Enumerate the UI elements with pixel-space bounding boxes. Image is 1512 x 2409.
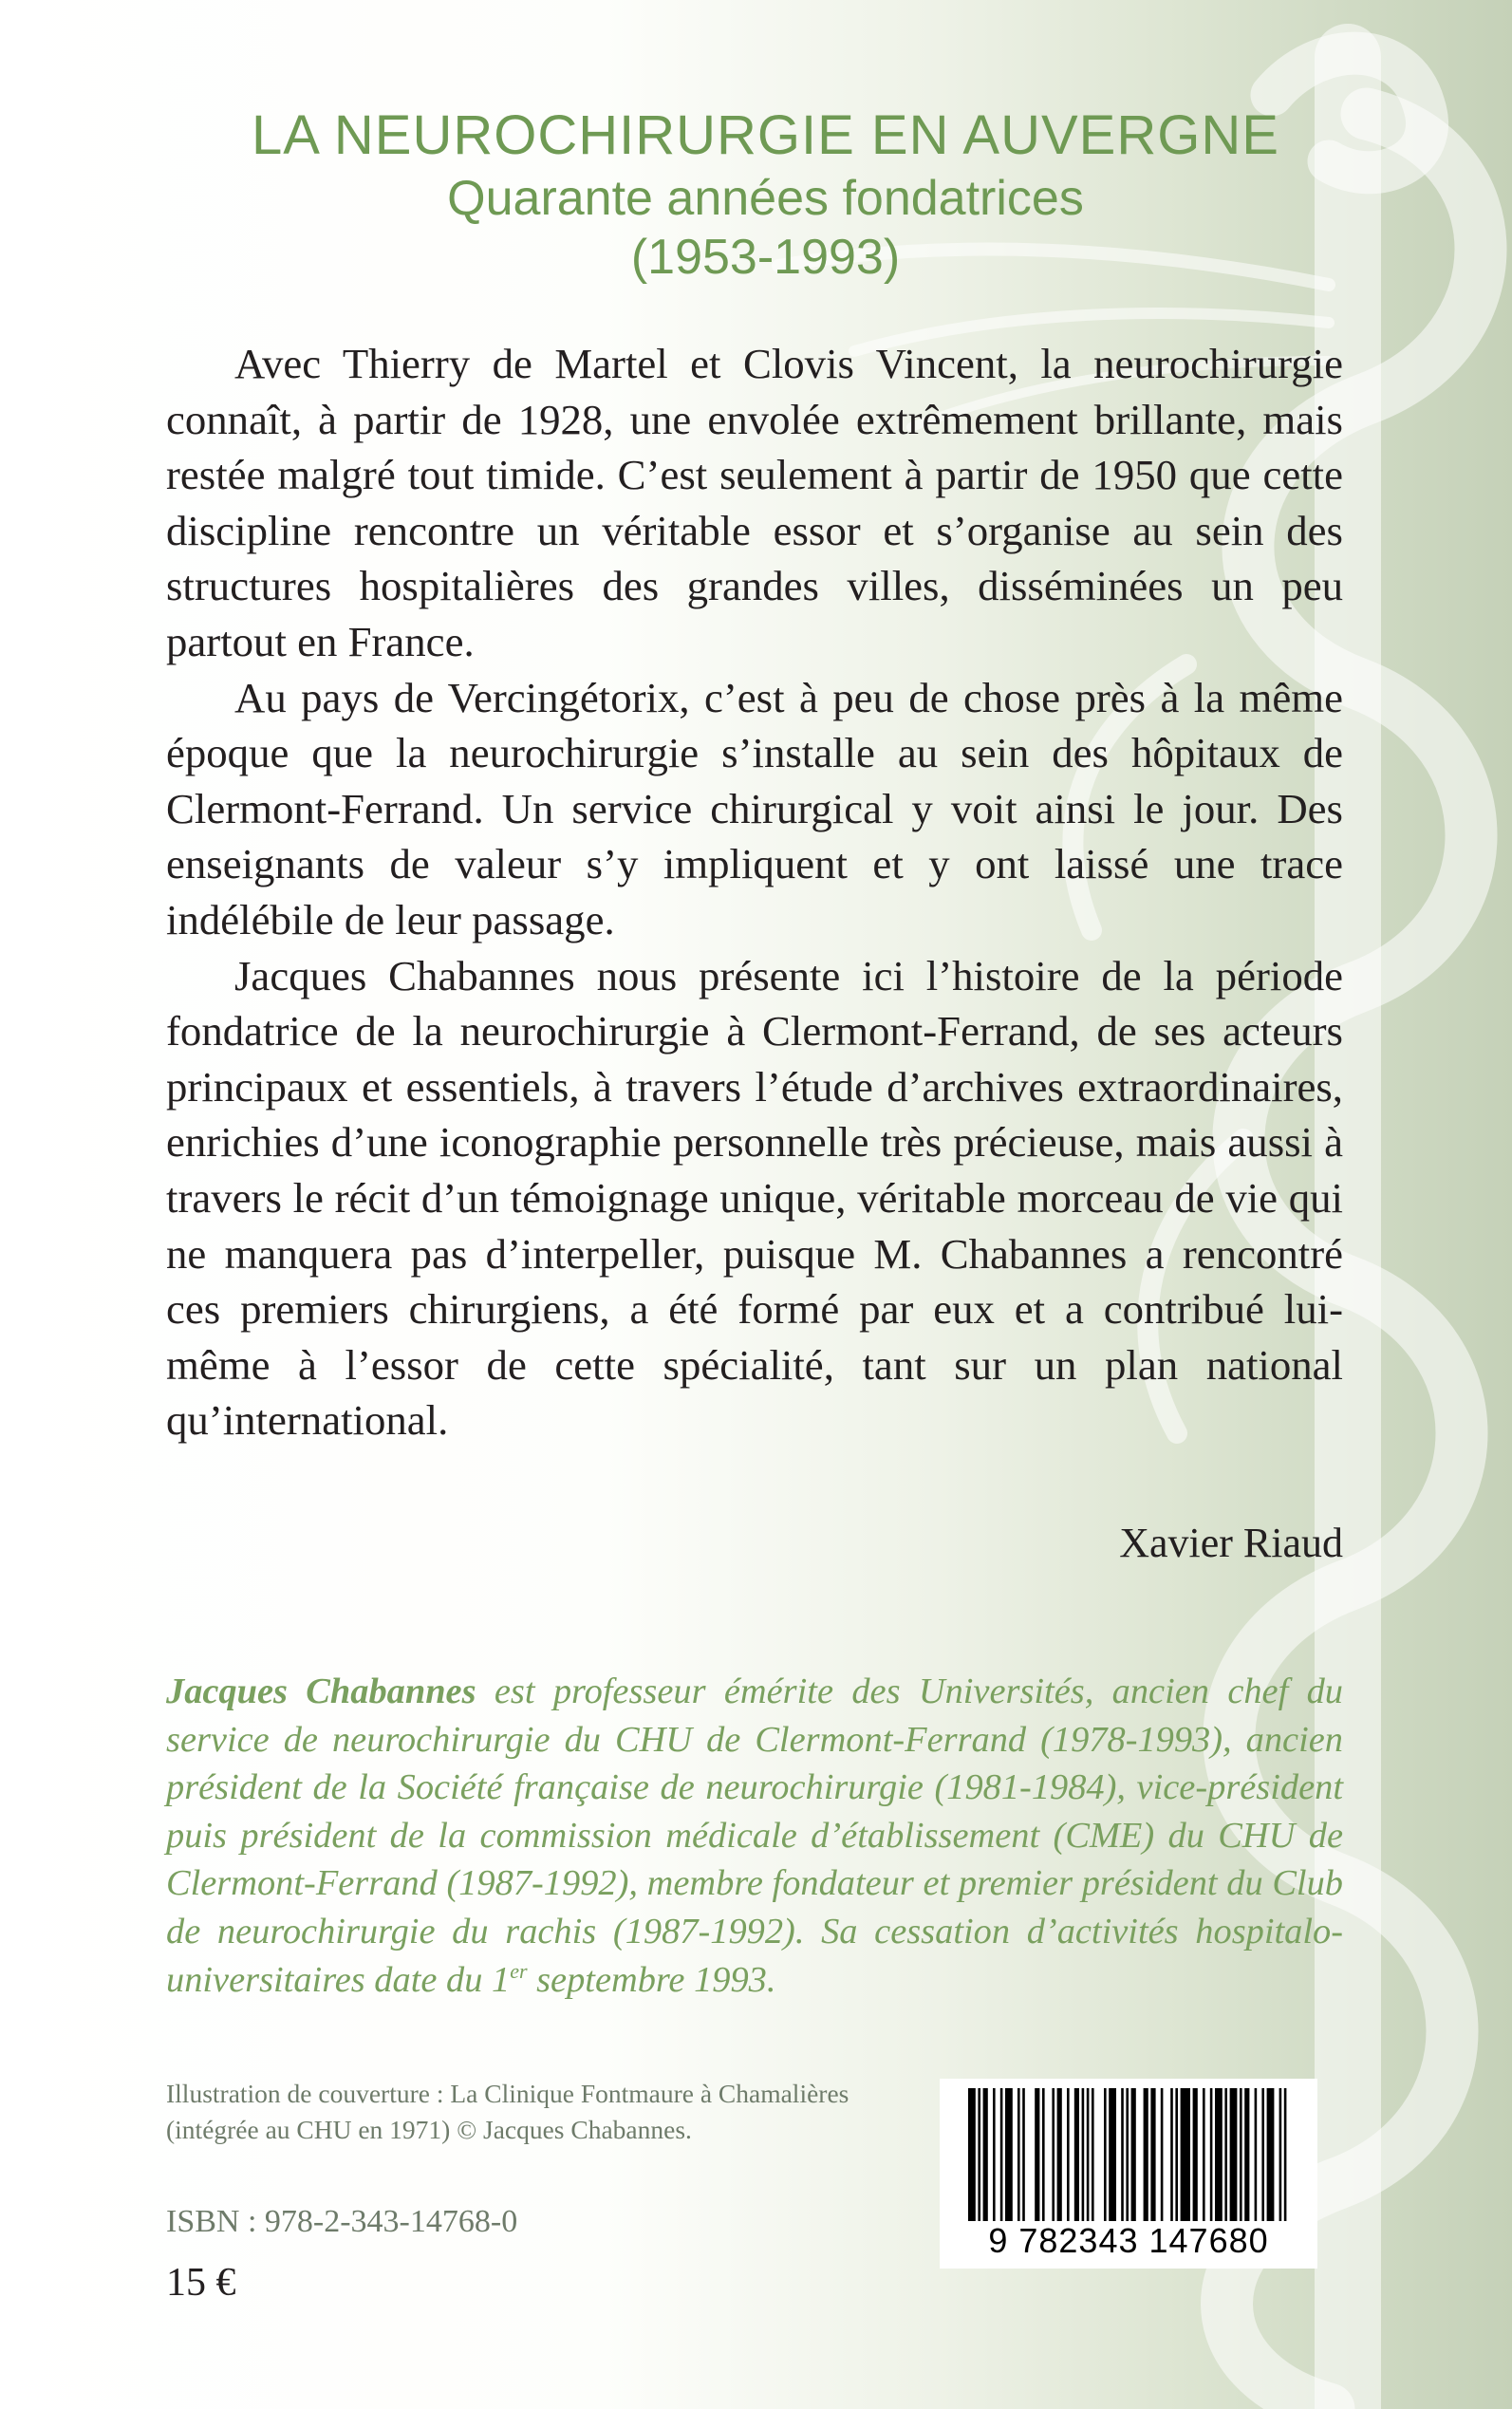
title-block: [0, 103, 1512, 287]
barcode-bar: [1082, 2088, 1085, 2221]
barcode-bar: [1067, 2088, 1070, 2221]
summary-paragraph: Avec Thierry de Martel et Clovis Vincent, la neurochirurgie connaît, à partir de 1928, une envolée extrêmement brillante, mais restée malgré tout timide. C’est seulement à partir de 1950 que cette discipline rencontre un véritable essor et s’organise au sein des structures hospitalières des grandes villes, disséminées un peu partout en France.: [166, 340, 1343, 665]
summary-paragraph: Jacques Chabannes nous présente ici l’histoire de la période fondatrice de la neurochirurgie à Clermont-Ferrand, de ses acteurs principaux et essentiels, à travers l’étude d’archives extraordinaires, enrichies d’une iconographie personnelle très précieuse, mais aussi à travers le récit d’un témoignage unique, véritable morceau de vie qui ne manquera pas d’interpeller, puisque M. Chabannes a rencontré ces premiers chirurgiens, a été formé par eux et a contribué lui-même à l’essor de cette spécialité, tant sur un plan national qu’international.: [166, 951, 1343, 1445]
barcode-bar: [1109, 2088, 1116, 2221]
book-dates: (1953-1993): [630, 230, 901, 285]
credit-line: Illustration de couverture : La Clinique Fontmaure à Chamalières: [166, 2079, 849, 2108]
barcode-bar: [978, 2088, 980, 2221]
barcode-bar: [1240, 2088, 1242, 2221]
barcode-bar: [1121, 2088, 1124, 2221]
price: 15 €: [166, 2261, 236, 2305]
barcode-bar: [1057, 2088, 1062, 2221]
barcode-bar: [1175, 2088, 1178, 2221]
barcode-bar: [1161, 2088, 1164, 2221]
barcode-bar: [1261, 2088, 1264, 2221]
barcode-bar: [1230, 2088, 1238, 2221]
barcode-bar: [1087, 2088, 1090, 2221]
barcode-bar: [1104, 2088, 1107, 2221]
barcode-bar: [1000, 2088, 1003, 2221]
author-bio-text: est professeur émérite des Universités, ancien chef du service de neurochirurgie du CHU de Clermont-Ferrand (1978-1993), ancien président de la Société française de neurochirurgie (1981-1984), vice-président puis président de la commission médicale d’établissement (CME) du CHU de Clermont-Ferrand (1987-1992), membre fondateur et premier président du Club de neurochirurgie du rachis (1987-1992). Sa cessation d’activités hospitalo-universitaires date du 1: [166, 1671, 1343, 2000]
bio-superscript: er: [510, 1958, 528, 1983]
cover-credit: [166, 2076, 925, 2148]
barcode-bar: [1074, 2088, 1079, 2221]
isbn: ISBN : 978-2-343-14768-0: [166, 2204, 518, 2239]
summary-signature: Xavier Riaud: [1119, 1520, 1343, 1566]
author-bio: [166, 1668, 1343, 2004]
barcode-bar: [1255, 2088, 1258, 2221]
barcode-bar: [1092, 2088, 1094, 2221]
summary-text: [166, 336, 1343, 1448]
author-bio-text-end: septembre 1993.: [527, 1959, 776, 2000]
barcode-bar: [1279, 2088, 1282, 2221]
credit-line: (intégrée au CHU en 1971) © Jacques Chabannes.: [166, 2115, 692, 2144]
barcode-bar: [1126, 2088, 1129, 2221]
barcode-bar: [1052, 2088, 1055, 2221]
barcode-bar: [1224, 2088, 1227, 2221]
barcode-bar: [993, 2088, 996, 2221]
barcode-bar: [1017, 2088, 1020, 2221]
barcode: [940, 2079, 1317, 2269]
barcode-bar: [1284, 2088, 1287, 2221]
barcode-number: 9 782343 147680: [988, 2221, 1269, 2260]
summary-paragraph: Au pays de Vercingétorix, c’est à peu de chose près à la même époque que la neurochirurgie s’installe au sein des hôpitaux de Clermont-Ferrand. Un service chirurgical y voit ainsi le jour. Des enseignants de valeur s’y impliquent et y ont laissé une trace indélébile de leur passage.: [166, 673, 1343, 943]
barcode-bar: [983, 2088, 988, 2221]
barcode-bar: [1150, 2088, 1155, 2221]
barcode-bar: [1042, 2088, 1045, 2221]
barcode-bar: [1215, 2088, 1223, 2221]
book-subtitle: Quarante années fondatrices: [447, 171, 1084, 226]
barcode-bar: [1203, 2088, 1205, 2221]
barcode-bar: [1244, 2088, 1249, 2221]
barcode-bar: [1131, 2088, 1136, 2221]
barcode-bar: [1035, 2088, 1039, 2221]
barcode-bar: [1210, 2088, 1213, 2221]
barcode-bar: [1267, 2088, 1275, 2221]
barcode-bar: [1170, 2088, 1173, 2221]
book-title: LA NEUROCHIRURGIE EN AUVERGNE: [252, 104, 1279, 166]
author-name: Jacques Chabannes: [166, 1671, 476, 1711]
barcode-bars-icon: [940, 2079, 1317, 2231]
barcode-bar: [1181, 2088, 1190, 2221]
barcode-bar: [1144, 2088, 1148, 2221]
barcode-bar: [1022, 2088, 1025, 2221]
barcode-bar: [1005, 2088, 1013, 2221]
barcode-bar: [968, 2088, 976, 2221]
barcode-bar: [1193, 2088, 1198, 2221]
